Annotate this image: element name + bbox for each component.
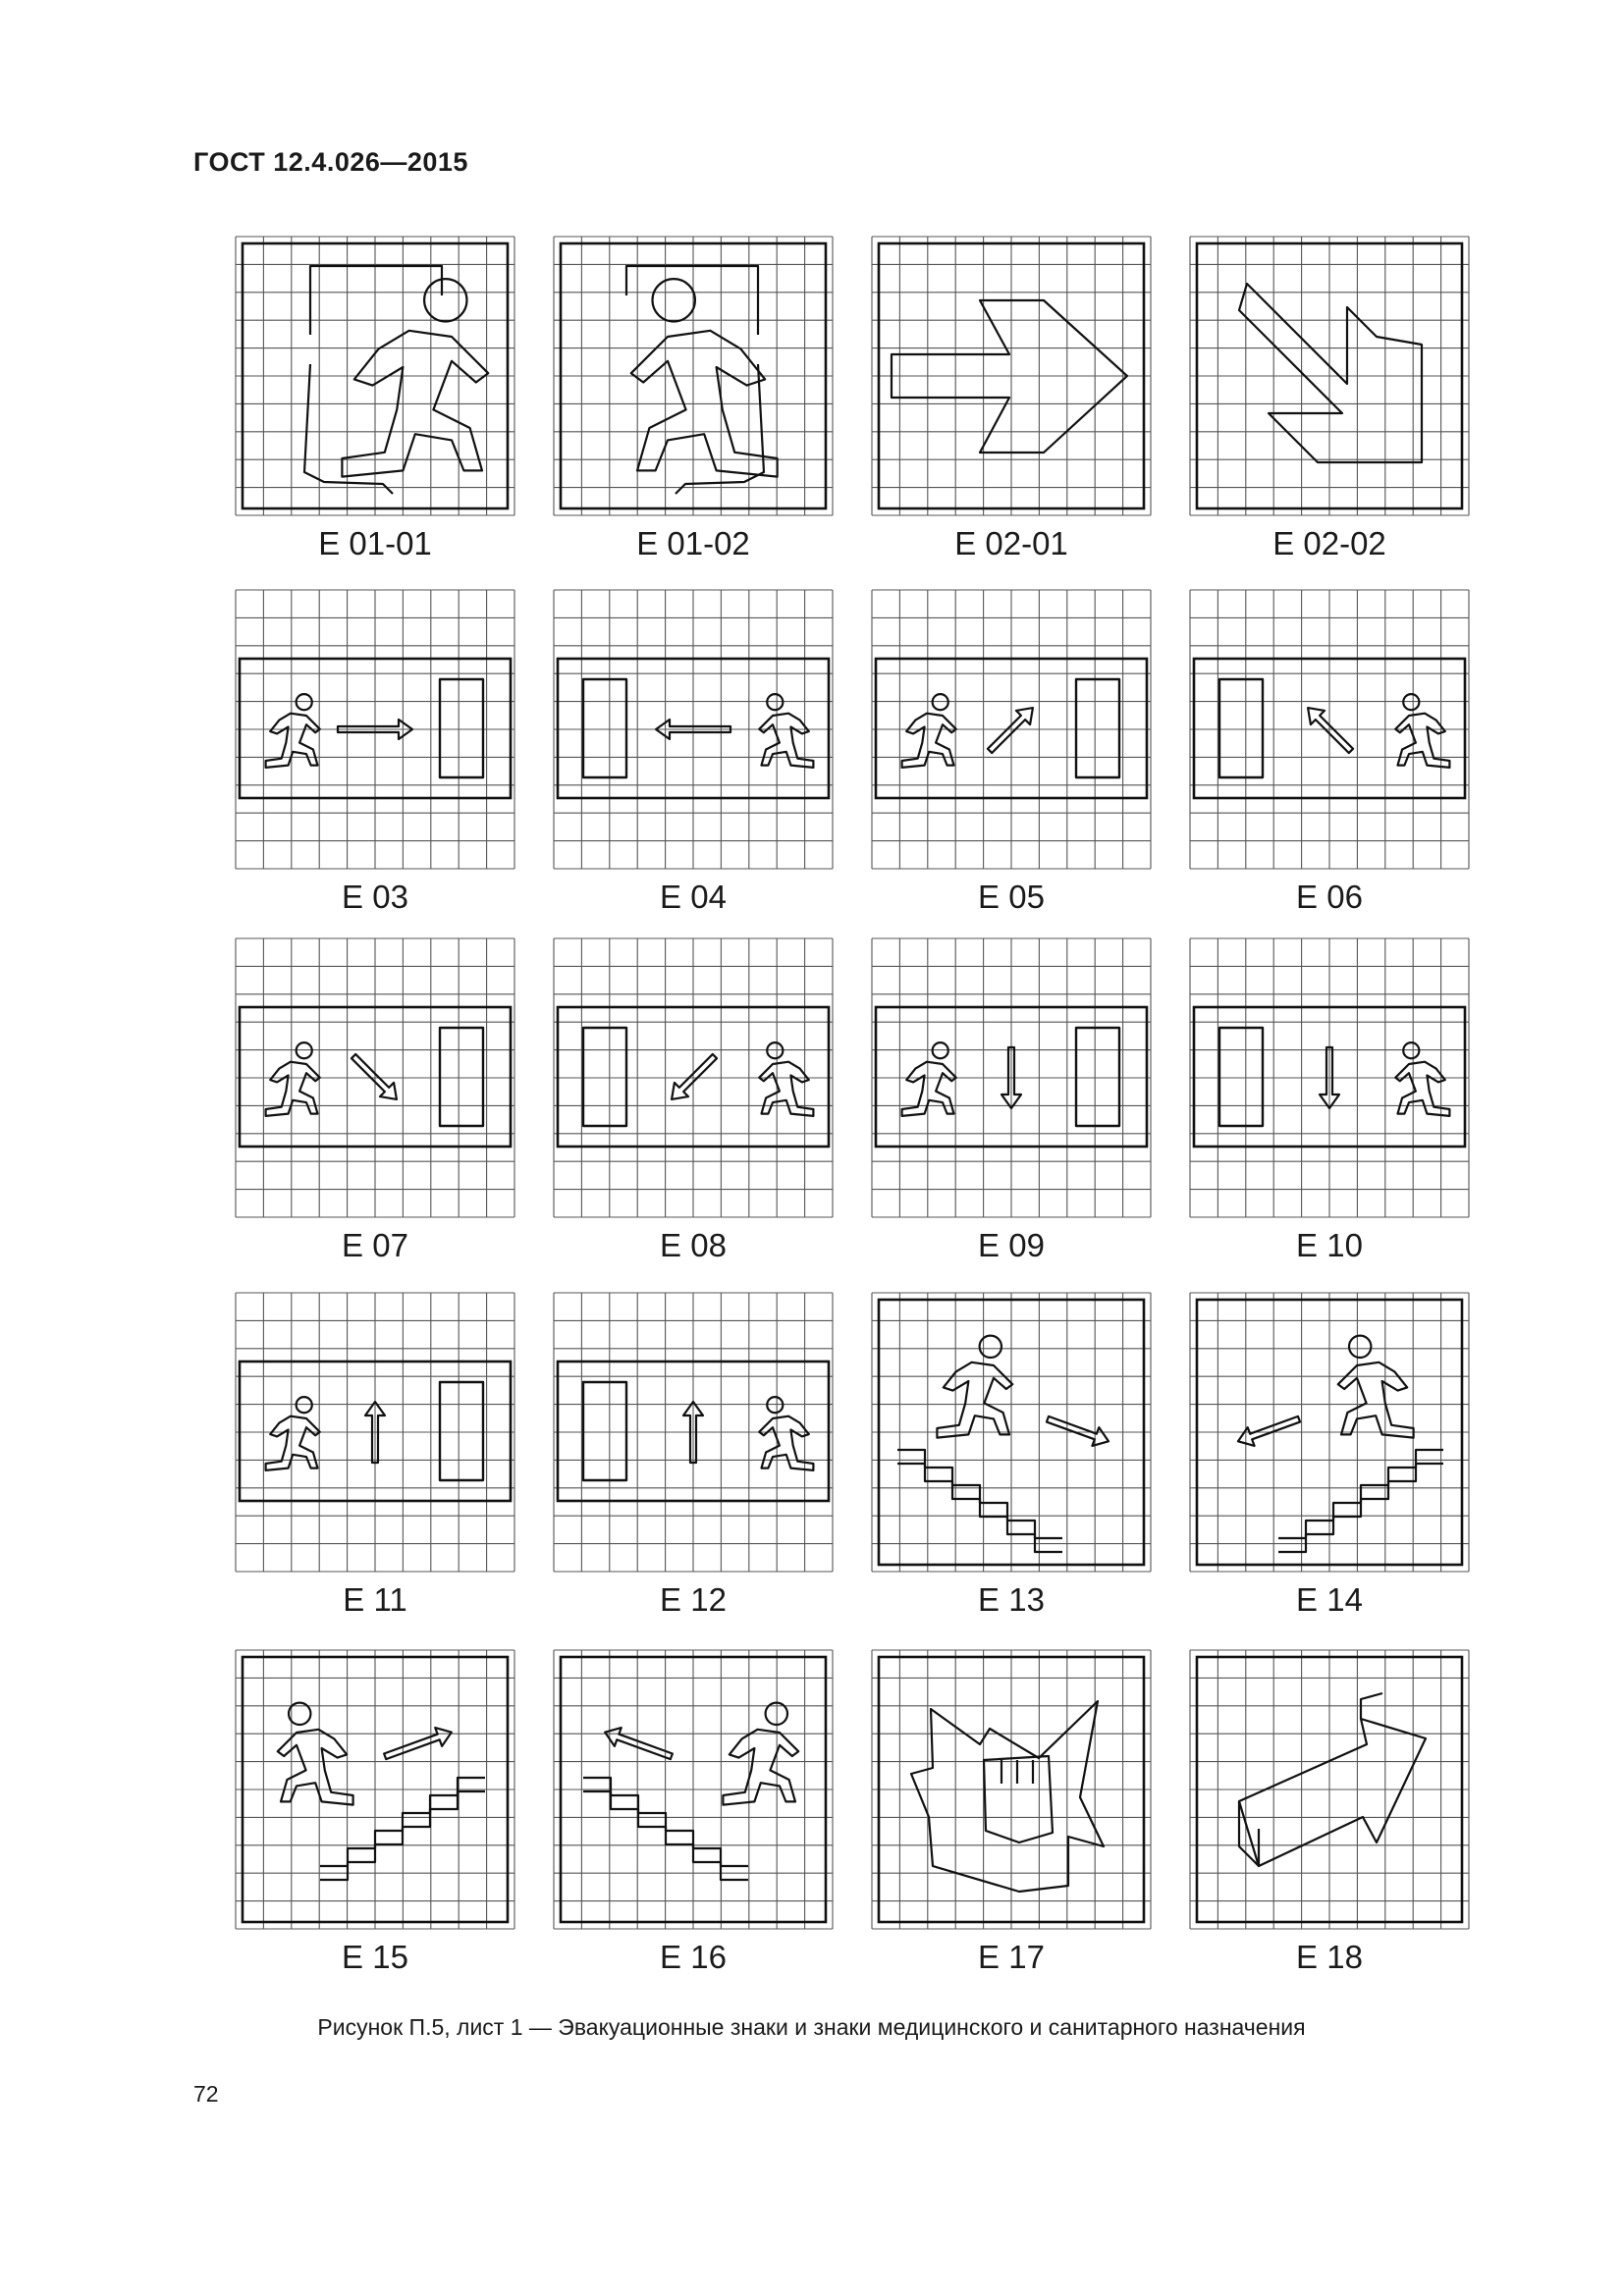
sign-label: E 18 (1296, 1939, 1363, 1975)
sign-label: E 04 (660, 879, 727, 915)
sign-e-14 (1190, 1293, 1469, 1572)
sign-label: E 11 (343, 1581, 407, 1618)
document-header: ГОСТ 12.4.026—2015 (193, 147, 468, 177)
sign-e-04 (554, 590, 833, 869)
sign-e-06 (1190, 590, 1469, 869)
sign-label: E 05 (978, 879, 1045, 915)
sign-e-02-02 (1190, 237, 1469, 515)
sign-label: E 08 (660, 1227, 727, 1263)
sign-e-10 (1190, 938, 1469, 1217)
sign-e-16 (554, 1650, 833, 1929)
sign-label: E 01-02 (636, 525, 750, 561)
sign-label: E 07 (342, 1227, 408, 1263)
sign-e-03 (236, 590, 514, 869)
sign-label: E 03 (342, 879, 408, 915)
sign-e-11 (236, 1293, 514, 1572)
sign-label: E 02-02 (1272, 525, 1386, 561)
page-number: 72 (193, 2081, 219, 2107)
sign-e-09 (872, 938, 1151, 1217)
sign-e-07 (236, 938, 514, 1217)
sign-label: E 12 (660, 1581, 727, 1618)
sign-label: E 09 (978, 1227, 1045, 1263)
sign-e-01-01 (236, 237, 514, 515)
sign-label: E 10 (1296, 1227, 1363, 1263)
sign-e-13 (872, 1293, 1151, 1572)
sign-label: E 15 (342, 1939, 408, 1975)
sign-label: E 13 (978, 1581, 1045, 1618)
sign-label: E 02-01 (954, 525, 1068, 561)
sign-e-05 (872, 590, 1151, 869)
sign-label: E 16 (660, 1939, 727, 1975)
sign-label: E 01-01 (318, 525, 432, 561)
sign-e-12 (554, 1293, 833, 1572)
sign-label: E 17 (978, 1939, 1045, 1975)
sign-e-17 (872, 1650, 1151, 1929)
sign-label: E 06 (1296, 879, 1363, 915)
sign-e-02-01 (872, 237, 1151, 515)
figure-caption: Рисунок П.5, лист 1 — Эвакуационные знаки и знаки медицинского и санитарного назначения (317, 2014, 1306, 2040)
sign-e-01-02 (554, 237, 833, 515)
sign-label: E 14 (1296, 1581, 1363, 1618)
sign-e-15 (236, 1650, 514, 1929)
sign-e-18 (1190, 1650, 1469, 1929)
sign-e-08 (554, 938, 833, 1217)
